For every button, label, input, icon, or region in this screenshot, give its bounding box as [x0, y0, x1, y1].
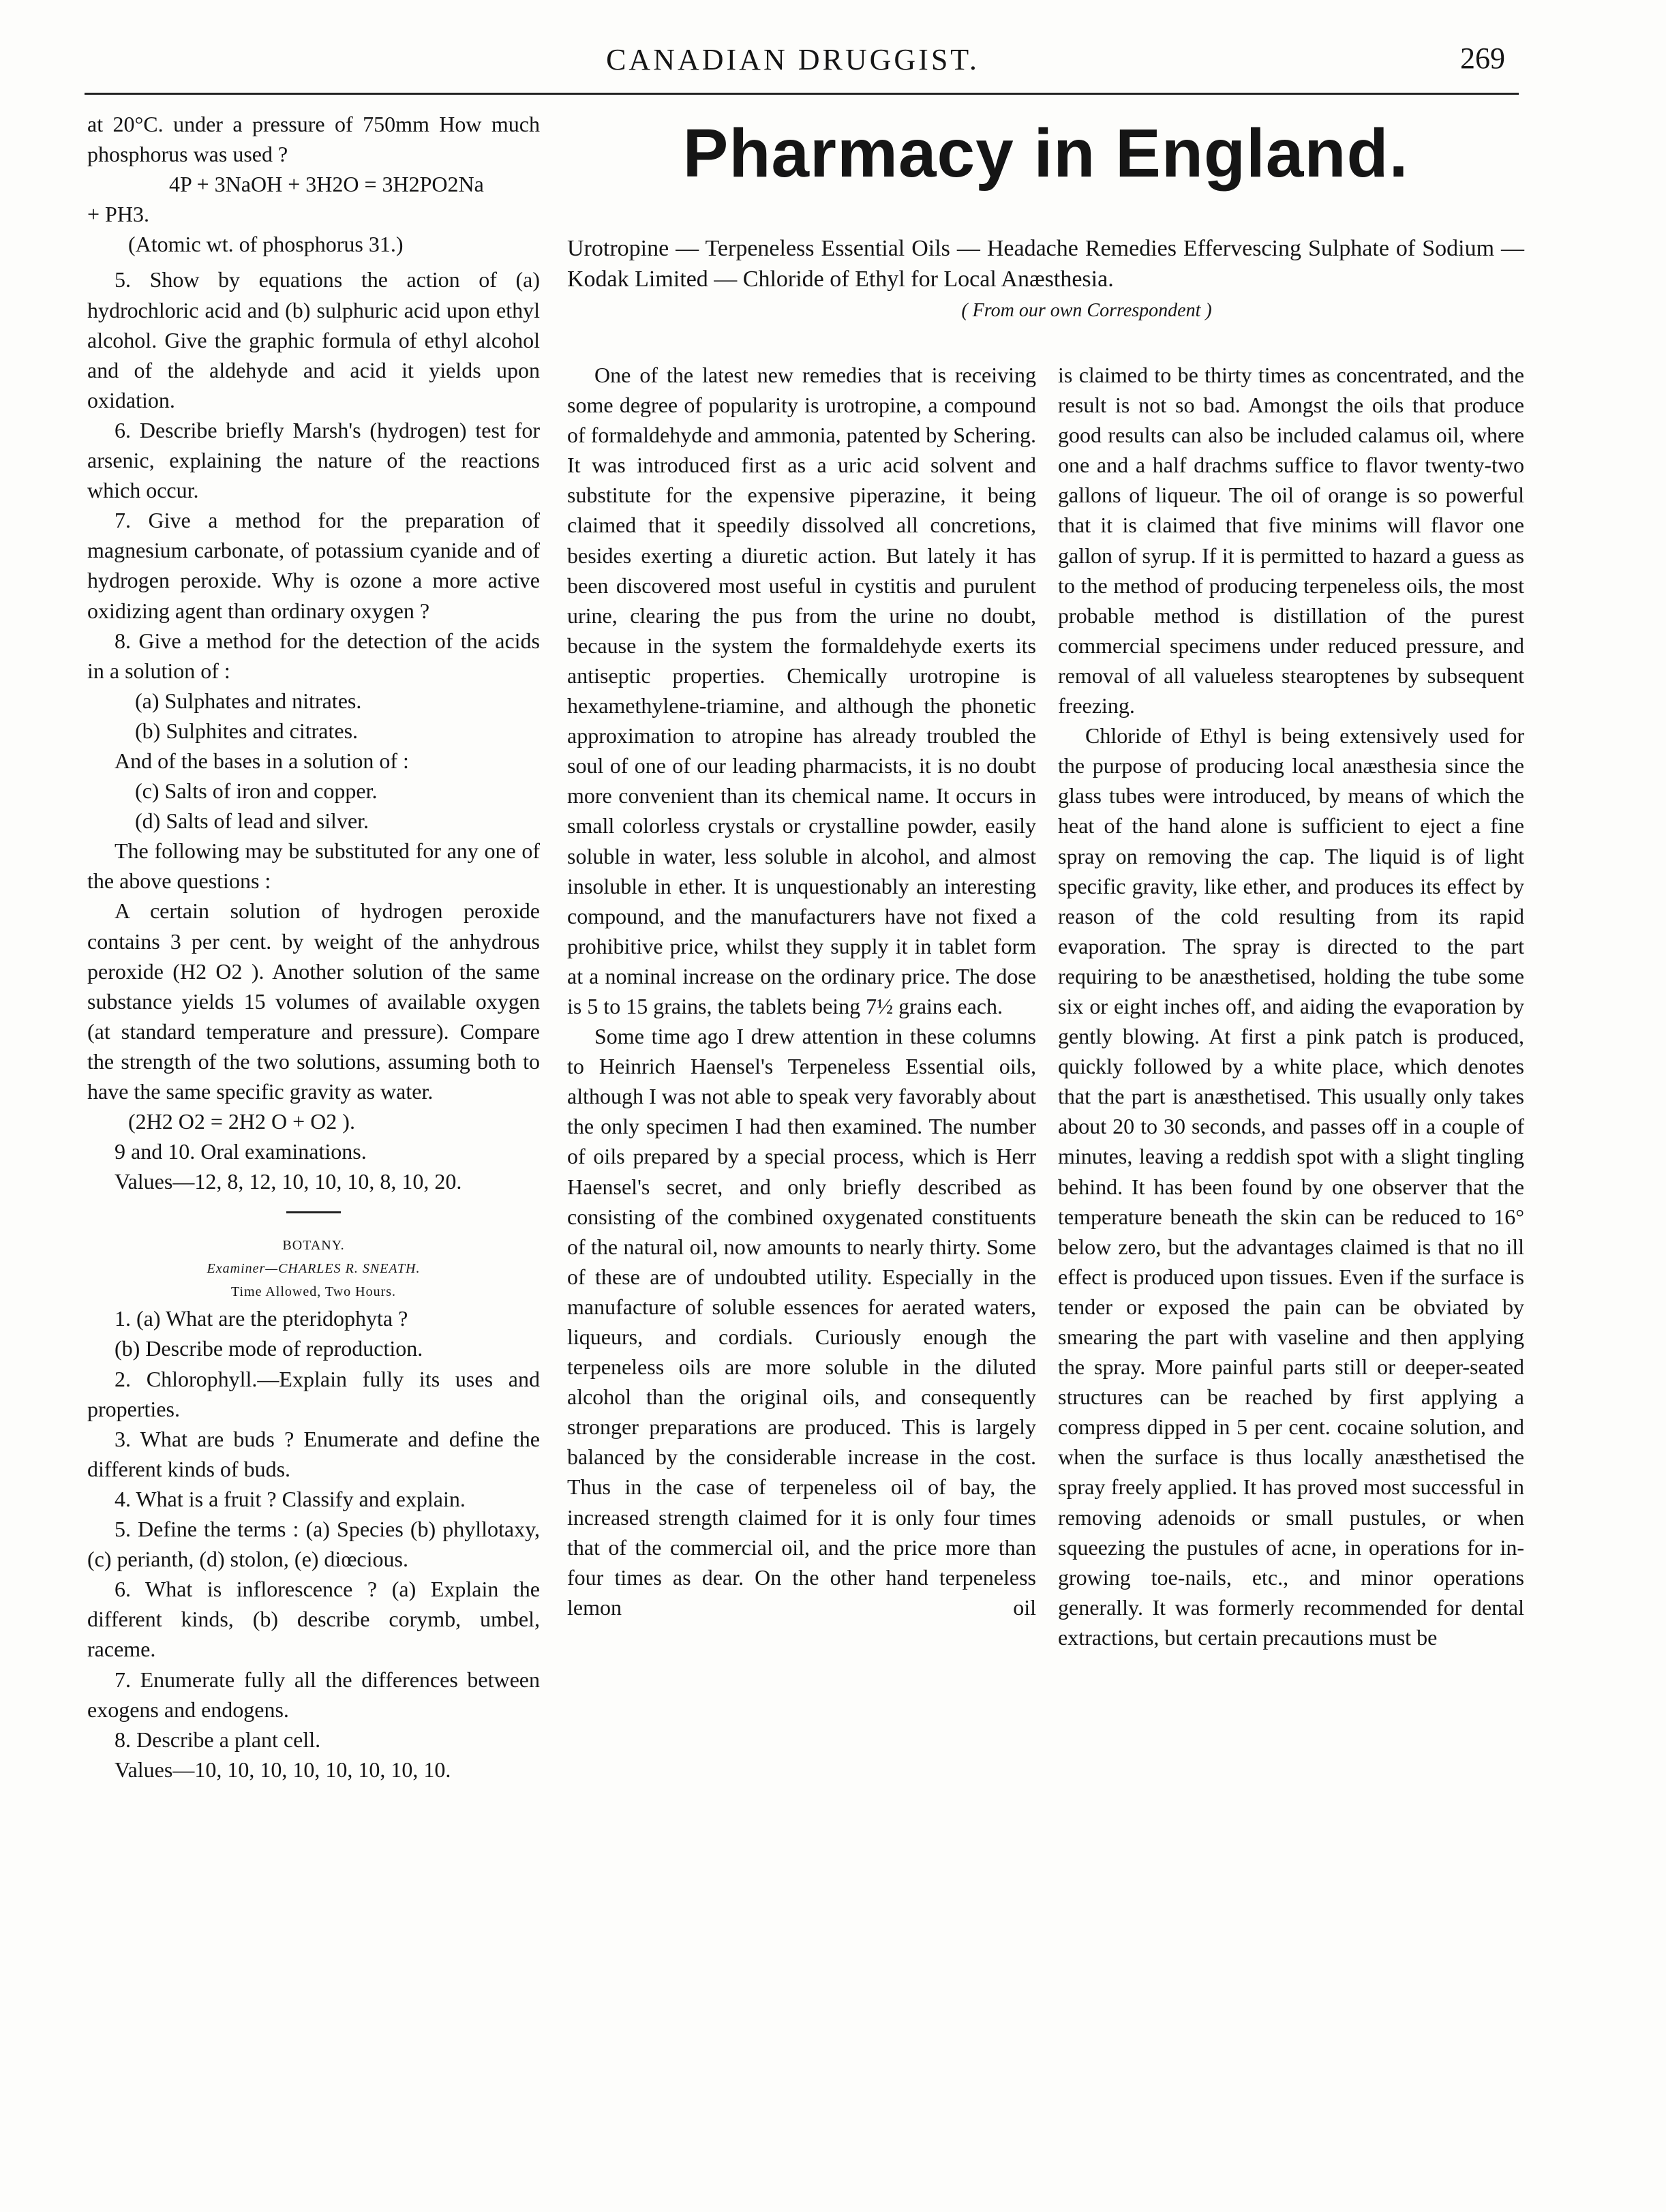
running-title: CANADIAN DRUGGIST.	[606, 43, 980, 76]
chemistry-values: Values—12, 8, 12, 10, 10, 10, 8, 10, 20.	[115, 1169, 462, 1194]
botany-question-8: 8. Describe a plant cell.	[115, 1727, 321, 1752]
botany-values: Values—10, 10, 10, 10, 10, 10, 10, 10.	[115, 1757, 451, 1782]
botany-question-7: 7. Enumerate fully all the differences between exogens and endogens.	[87, 1667, 540, 1722]
substitution-note: The following may be substituted for any one of the above questions :	[87, 838, 540, 894]
botany-question-1b: (b) Describe mode of reproduction.	[115, 1336, 423, 1361]
botany-time: Time Allowed, Two Hours.	[230, 1284, 397, 1300]
header-rule	[85, 93, 1519, 95]
article-header	[567, 102, 1524, 322]
question-4-continuation: at 20°C. under a pressure of 750mm How much phosphorus was used ?	[87, 112, 540, 167]
alternative-question: A certain solution of hydrogen peroxide contains 3 per cent. by weight of the anhydrous peroxide (H2 O2 ). Another solution of the same substance yields 15 volumes of available oxygen (at standard temperature and pressure). Compare the strength of the two solutions, assuming both to have the same specific gravity as water.	[87, 898, 540, 1104]
question-8b: (b) Sulphites and citrates.	[135, 718, 359, 743]
botany-examiner: Examiner—CHARLES R. SNEATH.	[207, 1261, 421, 1277]
article-column-right	[1058, 360, 1524, 1652]
terpeneless-oils-continuation: is claimed to be thirty times as concentrated, and the result is not so bad. Amongst the oils that produce good results can also be included calamus oil, where one and a half drachms suffice to flavor twenty-two gallons of liqueur. The oil of orange is so powerful that it is claimed that five minims will flavor one gallon of syrup. If it is permitted to hazard a guess as to the method of producing terpeneless oils, the most probable method is distillation of the purest commercial specimens under reduced pressure, and removal of all valueless stearoptenes by subsequent freezing.	[1058, 363, 1524, 718]
alternative-equation: (2H2 O2 = 2H2 O + O2 ).	[128, 1109, 355, 1134]
article-byline: ( From our own Correspondent )	[961, 300, 1212, 321]
question-8a: (a) Sulphates and nitrates.	[135, 688, 362, 713]
chloride-of-ethyl-paragraph: Chloride of Ethyl is being extensively used for the purpose of producing local anæsthesia since the glass tubes were introduced, by means of which the heat of the hand alone is sufficient to eject a fine spray on removing the cap. The liquid is of light specific gravity, like ether, and produces its effect by reason of the cold resulting from its rapid evaporation. The spray is directed to the part requiring to be anæsthetised, holding the tube some six or eight inches off, and aiding the evaporation by gently blowing. At first a pink patch is produced, quickly followed by a white place, which denotes that the part is anæsthetised. This usually only takes about 20 to 30 seconds, and passes off in a couple of minutes, leaving a reddish spot with a slight tingling behind. It has been found by one observer that the temperature beneath the skin can be reduced to 16° below zero, but the advantages claimed is that no ill effect is produced upon tissues. Even if the surface is tender or exposed the pain can be obviated by smearing the part with vaseline and then applying the spray. More painful parts still or deeper-seated structures can be reached by first applying a compress dipped in 5 per cent. cocaine solution, and when the surface is thus locally anæsthetised the spray freely applied. It has proved most successful in removing adenoids or small pustules, or when squeezing the pustules of acne, in operations for in-growing toe-nails, etc., and minor operations generally. It was formerly recommended for dental extractions, but certain precautions must be	[1058, 723, 1524, 1650]
article-subtitle: Urotropine — Terpeneless Essential Oils — Headache Remedies Effervescing Sulphate of Sodium — Kodak Limited — Chloride of Ethyl for Local Anæsthesia.	[567, 236, 1524, 292]
question-8d: (d) Salts of lead and silver.	[135, 808, 369, 834]
question-5: 5. Show by equations the action of (a) hydrochloric acid and (b) sulphuric acid upon ethyl alcohol. Give the graphic formula of ethyl alcohol and of the aldehyde and acid it yields upon oxidation.	[87, 267, 540, 412]
question-4-equation: 4P + 3NaOH + 3H2O = 3H2PO2Na	[169, 172, 484, 197]
article-column-middle	[567, 360, 1036, 1622]
section-divider	[286, 1211, 341, 1213]
running-header	[80, 33, 1505, 74]
question-8-bases: And of the bases in a solution of :	[115, 748, 409, 773]
urotropine-paragraph: One of the latest new remedies that is receiving some degree of popularity is urotropine, a compound of formaldehyde and ammonia, patented by Schering. It was introduced first as a uric acid solvent and substitute for the expensive piperazine, it being claimed that it speedily dissolved all concretions, besides exerting a diuretic action. But lately it has been discovered most useful in cystitis and purulent urine, clearing the pus from the urine no doubt, because in the system the formaldehyde exerts its antiseptic properties. Chemically urotropine is hexamethylene-triamine, and although the phonetic approximation to atropine has already troubled the soul of one of our leading pharmacists, it is no doubt more convenient than its chemical name. It occurs in small colorless crystals or crystalline powder, easily soluble in water, less soluble in alcohol, and almost insoluble in ether. It is unquestionably an interesting compound, and the manufacturers have not fixed a prohibitive price, whilst they supply it in tablet form at a nominal increase on the ordinary price. The dose is 5 to 15 grains, the tablets being 7½ grains each.	[567, 363, 1036, 1018]
article-title: Pharmacy in England.	[682, 115, 1409, 192]
question-8: 8. Give a method for the detection of the acids in a solution of :	[87, 628, 540, 683]
page-number: 269	[1460, 42, 1505, 75]
botany-question-4: 4. What is a fruit ? Classify and explain.	[115, 1486, 466, 1511]
question-4-note: (Atomic wt. of phosphorus 31.)	[128, 232, 404, 257]
botany-heading: BOTANY.	[282, 1238, 345, 1254]
question-7: 7. Give a method for the preparation of magnesium carbonate, of potassium cyanide and of hydrogen peroxide. Why is ozone a more active oxidizing agent than ordinary oxygen ?	[87, 508, 540, 623]
exam-questions-column	[87, 109, 540, 1785]
botany-question-2: 2. Chlorophyll.—Explain fully its uses and properties.	[87, 1366, 540, 1421]
terpeneless-oils-paragraph: Some time ago I drew attention in these columns to Heinrich Haensel's Terpeneless Essential oils, although I was not able to speak very favorably about the only specimen I had then examined. The number of oils prepared by a special process, which is Herr Haensel's secret, and only briefly described as consisting of the combined oxygenated constituents of the natural oil, now amounts to nearly thirty. Some of these are of undoubted utility. Especially in the manufacture of soluble essences for aerated waters, liqueurs, and cordials. Curiously enough the terpeneless oils are more soluble in the diluted alcohol than the original oils, and consequently stronger preparations are produced. This is largely balanced by the considerable increase in the cost. Thus in the case of terpeneless oil of bay, the increased strength claimed for it is only four times that of the commercial oil, and the price more than four times as dear. On the other hand terpeneless lemon oil	[567, 1024, 1036, 1620]
botany-question-3: 3. What are buds ? Enumerate and define the different kinds of buds.	[87, 1426, 540, 1481]
question-6: 6. Describe briefly Marsh's (hydrogen) test for arsenic, explaining the nature of the reactions which occur.	[87, 417, 540, 503]
question-4-equation-end: + PH3.	[87, 202, 149, 227]
botany-question-5: 5. Define the terms : (a) Species (b) phyllotaxy, (c) perianth, (d) stolon, (e) diœcious.	[87, 1517, 540, 1572]
botany-question-6: 6. What is inflorescence ? (a) Explain the different kinds, (b) describe corymb, umbel, raceme.	[87, 1577, 540, 1662]
botany-question-1: 1. (a) What are the pteridophyta ?	[115, 1306, 408, 1331]
questions-9-10: 9 and 10. Oral examinations.	[115, 1139, 367, 1164]
question-8c: (c) Salts of iron and copper.	[135, 778, 378, 804]
